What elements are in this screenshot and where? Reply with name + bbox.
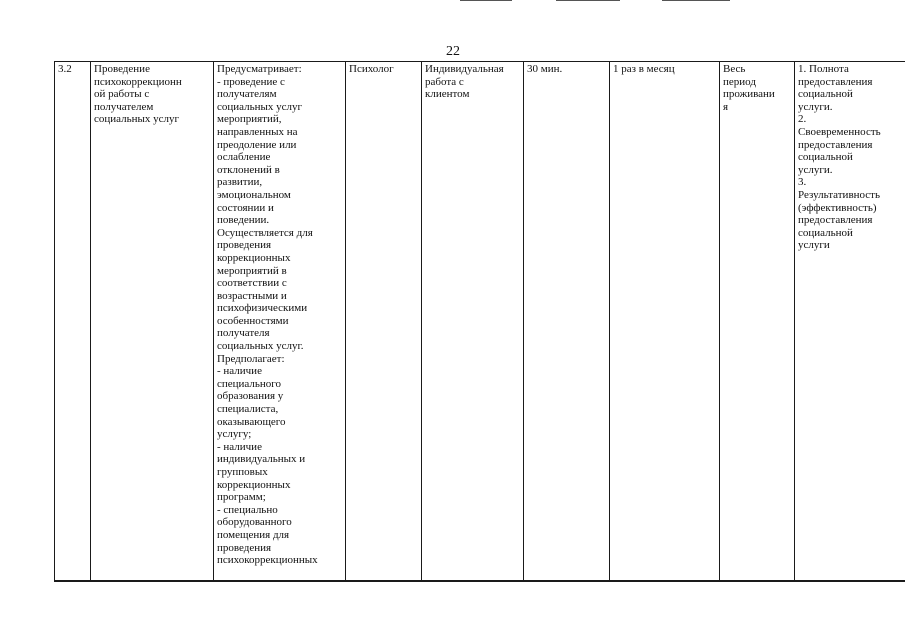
top-rule-2 bbox=[556, 0, 620, 1]
top-rule-1 bbox=[460, 0, 512, 1]
duration: 30 мин. bbox=[527, 63, 563, 75]
bottom-rule bbox=[54, 581, 905, 582]
top-rule-3 bbox=[662, 0, 730, 1]
cell-service-name bbox=[91, 62, 214, 581]
cell-term bbox=[720, 62, 795, 581]
work-form: Индивидуальная работа с клиентом bbox=[425, 63, 504, 101]
service-description: Предусматривает: - проведение с получателям социальных услуг мероприятий, направленных на преодоление или ослабление отклонений в развитии, эмоциональном состоянии и поведении. Осуществляется для проведения коррекционных мероприятий в соответствии с возрастными и психофизическими особенностями получателя социальных услуг. Предполагает: - наличие специального образования у специалиста, оказывающего услугу; - наличие индивидуальных и групповых коррекционных программ; - специально оборудованного помещения для проведения психокоррекционных bbox=[217, 63, 318, 567]
table-row bbox=[55, 62, 905, 581]
service-name: Проведение психокоррекционн ой работы с получателем социальных услуг bbox=[94, 63, 182, 126]
cell-specialist bbox=[346, 62, 422, 581]
cell-number bbox=[55, 62, 91, 581]
services-table bbox=[54, 61, 905, 581]
page-number: 22 bbox=[446, 44, 460, 59]
cell-frequency bbox=[610, 62, 720, 581]
quality-criteria: 1. Полнота предоставления социальной услуги. 2. Своевременность предоставления социальной услуги. 3. Результативность (эффективность) предоставления социальной услуги bbox=[798, 63, 881, 252]
cell-form bbox=[422, 62, 524, 581]
cell-description bbox=[214, 62, 346, 581]
frequency: 1 раз в месяц bbox=[613, 63, 675, 75]
specialist: Психолог bbox=[349, 63, 394, 75]
cell-duration bbox=[524, 62, 610, 581]
cell-criteria bbox=[795, 62, 905, 581]
row-number: 3.2 bbox=[58, 63, 72, 75]
term: Весь период проживани я bbox=[723, 63, 775, 113]
